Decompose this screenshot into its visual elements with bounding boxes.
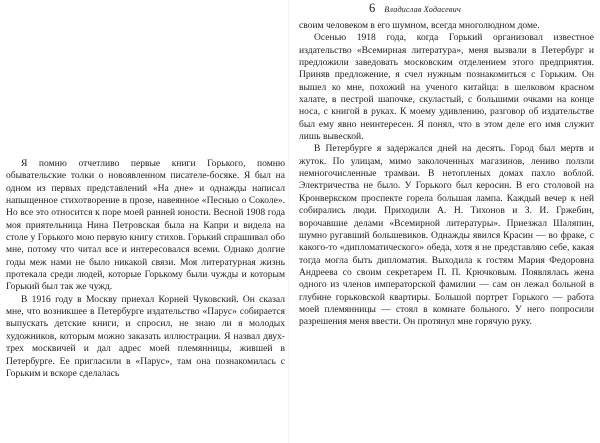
running-head-title: Владислав Ходасевич	[384, 5, 461, 14]
paragraph: своим человеком в его шумном, всегда многолюдном доме.	[299, 20, 540, 31]
page-number: 6	[369, 1, 376, 15]
paragraph: В Петербурге я задержался дней на десять. Город был мертв и жуток. По улицам, мимо заколоченных магазинов, лениво ползли немногочисленные трамваи. В нетопленых домах пахло воблой. Электричества не было. У Горького был керосин. В его столовой на Кронверкском проспекте горела большая лампа. Каждый вечер к ней собирались люди. Приходили А. Н. Тихонов и З. И. Гржебин, ворочавшие делами «Всемирной литературы». Приезжал Шаляпин, шумно ругавший большевиков. Однажды явился Красин — во фраке, с какого-то «дипломатического» обеда, хотя я не представляю себе, какая тогда могла быть дипломатия. Выходила к гостям Мария Федоровна Андреева со своим секретарем П. П. Крючковым. Появлялась жена одного из членов императорской фамилии — сам он лежал больной в глубине горьковской квартиры. Большой портрет Горького — работа моей племянницы — стоял в комнате больного. У него попросили разрешения меня ввести. Он протянул мне горячую руку.	[299, 143, 594, 328]
page-right	[289, 0, 600, 443]
left-page-text-block	[6, 158, 285, 380]
paragraph: В 1916 году в Москву приехал Корней Чуковский. Он сказал мне, что возникшее в Петербурге издательство «Парус» собирается выпускать детские книги, и спросил, не знаю ли я молодых художников, которым можно заказать иллюстрации. Я назвал двух-трех москвичей и дал адрес моей племянницы, жившей в Петербурге. Ее пригласили в «Парус», там она познакомилась с Горьким и вскоре сделалась	[6, 293, 285, 379]
paragraph: Я помню отчетливо первые книги Горького, помню обывательские толки о новоявленном писателе-босяке. Я был на одном из первых представлений «На дне» и однажды написал напыщенное стихотворение в прозе, навеянное «Песнью о Соколе». Но все это относится к поре моей ранней юности. Весной 1908 года моя приятельница Нина Петровская была на Капри и видела на столе у Горького мою первую книгу стихов. Горький спрашивал обо мне, потому что читал все и интересовался всеми. Однако долгие годы меж нами не было никакой связи. Моя литературная жизнь протекала среди людей, которые Горькому были чужды и которым Горький был так же чужд.	[6, 158, 285, 293]
page-left	[0, 0, 289, 443]
running-head	[299, 0, 594, 22]
paragraph: Осенью 1918 года, когда Горький организовал известное издательство «Всемирная литература», меня вызвали в Петербург и предложили заведовать московским отделением этого предприятия. Приняв предложение, я счел нужным познакомиться с Горьким. Он вышел ко мне, похожий на ученого китайца: в шелковом красном халате, в пестрой шапочке, скуластый, с большими очками на конце носа, с книгой в руках. К моему удивлению, разговор об издательстве был ему явно неинтересен. Я понял, что в этом деле его имя служит лишь вывеской.	[299, 32, 594, 143]
right-page-text-block	[299, 20, 594, 329]
